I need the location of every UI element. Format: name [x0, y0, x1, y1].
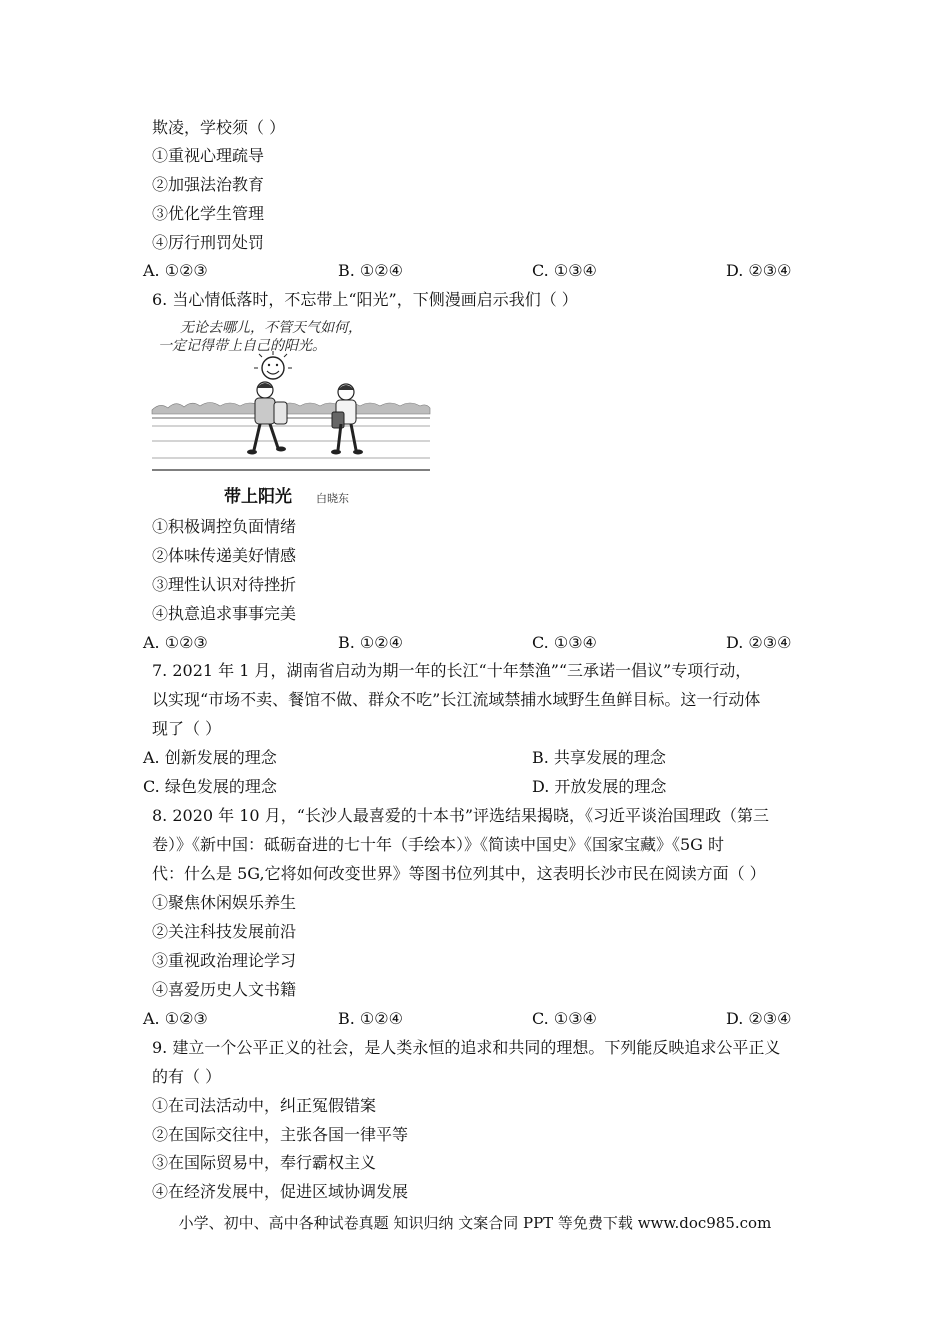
q6-item-1: ①积极调控负面情绪	[152, 517, 297, 536]
q5-option-a: A. ①②③	[143, 261, 208, 280]
q8-option-d: D. ②③④	[726, 1009, 792, 1028]
q8-item-3: ③重视政治理论学习	[152, 951, 297, 970]
q8-stem-line-1: 8. 2020 年 10 月，“长沙人最喜爱的十本书”评选结果揭晓，《习近平谈治国理政（第三	[152, 806, 770, 825]
boy-figure-right	[331, 384, 363, 455]
page-footer: 小学、初中、高中各种试卷真题 知识归纳 文案合同 PPT 等免费下载 www.doc985.com	[178, 1214, 772, 1232]
q5-item-3: ③优化学生管理	[152, 204, 265, 223]
q7-option-c: C. 绿色发展的理念	[143, 777, 277, 796]
q9-item-3: ③在国际贸易中，奉行霸权主义	[152, 1153, 377, 1172]
q7-option-d: D. 开放发展的理念	[532, 777, 667, 796]
q6-option-c: C. ①③④	[532, 633, 597, 652]
q7-stem-line-3: 现了（ ）	[152, 719, 222, 738]
cartoon-author: 白晓东	[316, 492, 349, 505]
q5-item-1: ①重视心理疏导	[152, 146, 265, 165]
cartoon-title: 带上阳光	[224, 487, 292, 507]
q5-option-d: D. ②③④	[726, 261, 792, 280]
q8-item-1: ①聚焦休闲娱乐养生	[152, 893, 297, 912]
q7-stem-line-2: 以实现“市场不卖、餐馆不做、群众不吃”长江流域禁捕水域野生鱼鲜目标。这一行动体	[152, 690, 761, 709]
q5-stem-tail: 欺凌，学校须（ ）	[152, 118, 286, 137]
cartoon-figure	[150, 318, 432, 514]
q6-option-a: A. ①②③	[143, 633, 208, 652]
q6-item-2: ②体味传递美好情感	[152, 546, 297, 565]
hedge	[152, 403, 430, 415]
q8-stem-line-2: 卷）》《新中国：砥砺奋进的七十年（手绘本）》《简读中国史》《国家宝藏》《5G 时	[152, 835, 725, 854]
q9-item-1: ①在司法活动中，纠正冤假错案	[152, 1096, 377, 1115]
q8-item-2: ②关注科技发展前沿	[152, 922, 297, 941]
q6-item-4: ④执意追求事事完美	[152, 604, 297, 623]
sun-face-icon	[254, 351, 292, 379]
cartoon-caption-line2: 一定记得带上自己的阳光。	[158, 338, 326, 354]
q5-option-b: B. ①②④	[338, 261, 403, 280]
q9-stem-line-2: 的有（ ）	[152, 1067, 222, 1086]
cartoon-caption-line1: 无论去哪儿，不管天气如何，	[180, 320, 362, 336]
q8-option-c: C. ①③④	[532, 1009, 597, 1028]
q5-item-4: ④厉行刑罚处罚	[152, 233, 265, 252]
q8-option-a: A. ①②③	[143, 1009, 208, 1028]
q9-stem-line-1: 9. 建立一个公平正义的社会，是人类永恒的追求和共同的理想。下列能反映追求公平正义	[152, 1038, 781, 1057]
q8-stem-line-3: 代：什么是 5G,它将如何改变世界》等图书位列其中，这表明长沙市民在阅读方面（ ）	[152, 864, 766, 883]
q6-option-b: B. ①②④	[338, 633, 403, 652]
q7-option-b: B. 共享发展的理念	[532, 748, 666, 767]
q5-item-2: ②加强法治教育	[152, 175, 265, 194]
q6-stem: 6. 当心情低落时，不忘带上“阳光”，下侧漫画启示我们（ ）	[152, 290, 578, 309]
q7-option-a: A. 创新发展的理念	[143, 748, 277, 767]
q8-option-b: B. ①②④	[338, 1009, 403, 1028]
q7-stem-line-1: 7. 2021 年 1 月，湖南省启动为期一年的长江“十年禁渔”“三承诺一倡议”专项行动，	[152, 661, 752, 680]
q9-item-4: ④在经济发展中，促进区域协调发展	[152, 1182, 409, 1201]
q6-option-d: D. ②③④	[726, 633, 792, 652]
q6-item-3: ③理性认识对待挫折	[152, 575, 297, 594]
q8-item-4: ④喜爱历史人文书籍	[152, 980, 297, 999]
q5-option-c: C. ①③④	[532, 261, 597, 280]
q9-item-2: ②在国际交往中，主张各国一律平等	[152, 1125, 409, 1144]
